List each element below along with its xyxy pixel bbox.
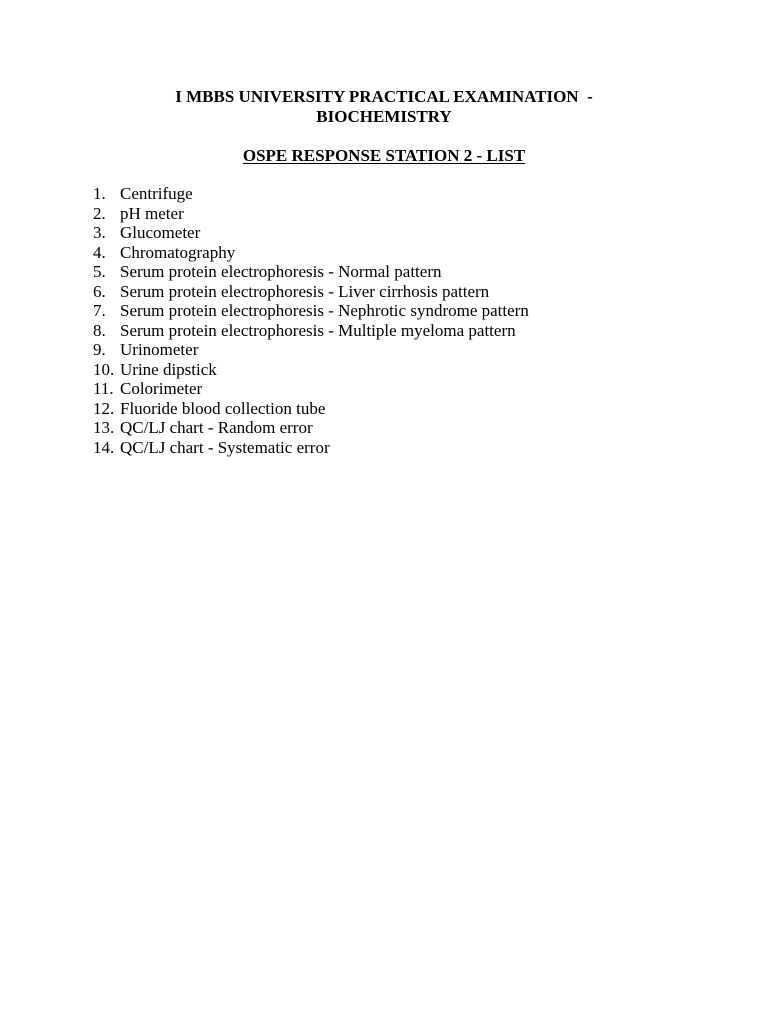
list-item (93, 360, 529, 380)
item-text: pH meter (120, 203, 184, 223)
item-text: Centrifuge (120, 184, 193, 203)
item-number: 14. (93, 437, 115, 457)
item-number: 7. (93, 301, 106, 320)
list-item (93, 262, 529, 282)
item-text: QC/LJ chart - Systematic error (120, 437, 330, 457)
item-number: 9. (93, 340, 106, 359)
item-text: Colorimeter (120, 379, 203, 398)
item-number: 6. (93, 281, 106, 301)
station-item-list (93, 184, 529, 457)
item-number: 2. (93, 203, 106, 223)
item-number: 4. (93, 242, 106, 262)
subtitle-text: OSPE RESPONSE STATION 2 - LIST (242, 146, 526, 165)
item-number: 11. (93, 379, 114, 398)
item-text: Chromatography (120, 242, 236, 262)
list-item (93, 340, 529, 360)
list-item (93, 223, 529, 243)
list-item (93, 438, 529, 458)
item-text: Serum protein electrophoresis - Normal pattern (120, 262, 442, 281)
item-number: 10. (93, 359, 115, 379)
list-item (93, 399, 529, 419)
document-title-line-2: BIOCHEMISTRY (316, 107, 452, 126)
item-text: QC/LJ chart - Random error (120, 418, 313, 437)
item-number: 1. (93, 184, 106, 203)
list-item (93, 418, 529, 438)
item-number: 5. (93, 262, 106, 281)
item-text: Serum protein electrophoresis - Nephrotic syndrome pattern (120, 301, 529, 320)
list-item (93, 204, 529, 224)
item-text: Fluoride blood collection tube (120, 398, 326, 418)
list-item (93, 243, 529, 263)
item-number: 12. (93, 398, 115, 418)
item-text: Urinometer (120, 340, 199, 359)
item-number: 3. (93, 223, 106, 242)
item-text: Urine dipstick (120, 359, 217, 379)
list-item (93, 321, 529, 341)
item-number: 8. (93, 320, 106, 340)
list-item (93, 301, 529, 321)
item-text: Glucometer (120, 223, 201, 242)
list-item (93, 184, 529, 204)
list-item (93, 379, 529, 399)
item-text: Serum protein electrophoresis - Liver cirrhosis pattern (120, 281, 490, 301)
document-subtitle (0, 146, 768, 166)
document-title-line-1: I MBBS UNIVERSITY PRACTICAL EXAMINATION - (175, 87, 593, 106)
item-text: Serum protein electrophoresis - Multiple myeloma pattern (120, 320, 516, 340)
item-number: 13. (93, 418, 115, 437)
list-item (93, 282, 529, 302)
